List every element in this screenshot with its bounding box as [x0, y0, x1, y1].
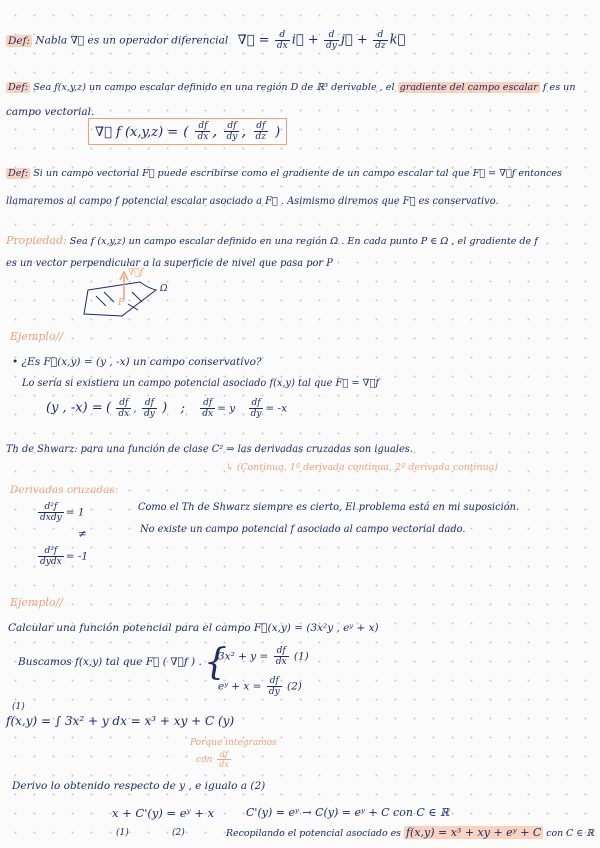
level-surface-figure — [82, 266, 172, 326]
ej2-tag1: (1) — [116, 828, 129, 838]
ej2-sys1-lhs: 3x² + y = — [218, 650, 269, 663]
def1-vec-k: k⃗ — [389, 32, 406, 48]
def2-tag: Def: — [8, 82, 29, 93]
ej2-search: Buscamos f(x,y) tal que F⃗ ( ∇⃗f ) . — [18, 656, 202, 668]
ej1-equation: (y , -x) = ( $\frac{df}{dx}$ , $\frac{df}{dy}$ ) ; $\frac{df}{dx}$ = y $\frac{df}{dy}$ = -x — [46, 398, 288, 419]
def2-line2: campo vectorial. — [6, 106, 95, 118]
fig-label-p: P — [118, 298, 125, 308]
cruzadas-d2: $\frac{\text{d²f}}{\text{dydx}}$ = -1 — [40, 546, 89, 567]
cruzadas-neq: ≠ — [78, 528, 87, 540]
prop-line2: es un vector perpendicular a la superficie de nivel que pasa por P — [6, 258, 333, 269]
ej1-r1: $\frac{df}{dx}$ — [202, 398, 214, 419]
ej2-derive: Derivo lo obtenido respecto de y , e igualo a (2) — [12, 780, 266, 792]
fig-label-omega: Ω — [160, 284, 168, 294]
ej2-final-tail: con C ∈ ℝ — [546, 828, 594, 839]
prop-line1 — [6, 234, 538, 247]
ej2-int-note2: con $\frac{df}{dx}$ — [196, 750, 229, 769]
def2-highlight: gradiente del campo escalar — [399, 82, 538, 93]
def2-line1 — [6, 82, 576, 93]
ej1-answer: Lo sería si existiera un campo potencial asociado f(x,y) tal que F⃗ = ∇⃗f — [22, 378, 379, 389]
ej1-title: Ejemplo// — [10, 330, 63, 343]
def3-line2: llamaremos al campo f potencial escalar asociado a F⃗ . Asimismo diremos que F⃗ es conservativo. — [6, 196, 499, 207]
ej1-r1-val: = y — [217, 402, 236, 415]
def1-tag: Def: — [8, 34, 31, 47]
def3-tag: Def: — [8, 168, 29, 179]
def1-formula-lhs: ∇⃗ = — [237, 32, 270, 48]
ej1-r2: $\frac{df}{dy}$ — [250, 398, 262, 419]
gradient-lhs: ∇⃗ f (x,y,z) = — [95, 125, 179, 140]
ej1-question: • ¿Es F⃗(x,y) = (y , -x) un campo conservativo? — [12, 356, 262, 368]
cruzadas-d2-val: = -1 — [65, 550, 89, 563]
ej1-eq-term-x: $\frac{df}{dx}$ — [118, 398, 130, 419]
def1-term-z: $\frac{d}{dz}$ — [375, 30, 386, 51]
def1-text: Nabla ∇⃗ es un operador diferencial — [35, 34, 229, 47]
fig-label-grad: ∇⃗f — [128, 268, 144, 278]
schwarz-line: Th de Shwarz: para una función de clase C² ⇒ las derivadas cruzadas son iguales. — [6, 444, 413, 455]
ej2-system-eq1: 3x² + y = $\frac{df}{dx}$ (1) — [218, 646, 309, 667]
def1-vec-i: i⃗ + — [291, 32, 319, 48]
cruzadas-d1-val: = 1 — [65, 506, 85, 519]
ej1-eq-term-y: $\frac{df}{dy}$ — [143, 398, 155, 419]
ej2-int-tag: (1) — [12, 702, 25, 712]
gradient-term-z: $\frac{df}{dz}$ — [255, 121, 267, 142]
ej1-eq-semicolon: ; — [180, 400, 185, 416]
ej2-statement: Calcular una función potencial para el campo F⃗(x,y) = (3x²y , eʸ + x) — [8, 622, 379, 634]
prop-text1: Sea f (x,y,z) un campo escalar definido en una región Ω . En cada punto P ∈ Ω , el gradiente de f — [69, 236, 538, 247]
ej2-sys2-tag: (2) — [287, 680, 302, 693]
def1-vec-j: j⃗ + — [340, 32, 368, 48]
cruzadas-conclusion1: Como el Th de Shwarz siempre es cierto, El problema está en mi suposición. — [138, 502, 520, 513]
ej2-system-eq2: eʸ + x = $\frac{df}{dy}$ (2) — [218, 676, 302, 697]
ej2-eqB: C'(y) = eʸ → C(y) = eʸ + C con C ∈ ℝ — [246, 806, 450, 819]
def1-line — [6, 30, 405, 51]
cruzadas-title: Derivadas cruzadas: — [10, 484, 119, 496]
ej2-system-brace: { — [204, 642, 227, 683]
ej2-final-line — [226, 826, 594, 839]
gradient-term-x: $\frac{df}{dx}$ — [197, 121, 209, 142]
ej2-sys1-tag: (1) — [293, 650, 309, 663]
ej1-eq-lhs: (y , -x) = — [46, 400, 103, 416]
ej2-eqA: x + C'(y) = eʸ + x — [112, 806, 215, 820]
ej2-int-note1: Porque integramos — [190, 738, 277, 748]
gradient-term-y: $\frac{df}{dy}$ — [226, 121, 238, 142]
ej2-sys2-lhs: eʸ + x = — [218, 680, 262, 693]
cruzadas-conclusion2: No existe un campo potencial f asociado al campo vectorial dado. — [140, 524, 466, 535]
cruzadas-d1: $\frac{\text{d²f}}{\text{dxdy}}$ = 1 — [40, 502, 85, 523]
ej2-recopilando: Recopilando el potencial asociado es — [226, 828, 401, 839]
ej1-r2-val: = -x — [265, 402, 288, 415]
def3-line1 — [6, 168, 562, 179]
def3-text1: Si un campo vectorial F⃗ puede escribirse como el gradiente de un campo escalar tal que F⃗ = ∇⃗f entonces — [33, 168, 562, 179]
ej2-integral: f(x,y) = ∫ 3x² + y dx = x³ + xy + C (y) — [6, 714, 235, 728]
def1-term-y: $\frac{d}{dy}$ — [326, 30, 337, 51]
def1-term-x: $\frac{d}{dx}$ — [276, 30, 288, 51]
ej2-final-formula: f(x,y) = x³ + xy + eʸ + C — [405, 826, 542, 839]
schwarz-note: ↳ (Continua, 1ª derivada continua, 2ª derivada continua) — [226, 462, 498, 473]
def2-text-b: f es un — [542, 82, 576, 93]
ej2-tag2: (2) — [172, 828, 185, 838]
ej2-title: Ejemplo// — [10, 596, 63, 609]
def2-text-a: Sea f(x,y,z) un campo escalar definido en una región D de ℝ³ derivable , el — [33, 82, 395, 93]
gradient-formula-box: ∇⃗ f (x,y,z) = ( $\frac{df}{dx}$ , $\frac{df}{dy}$ , $\frac{df}{dz}$ ) — [88, 118, 287, 145]
prop-tag: Propiedad: — [6, 234, 67, 247]
